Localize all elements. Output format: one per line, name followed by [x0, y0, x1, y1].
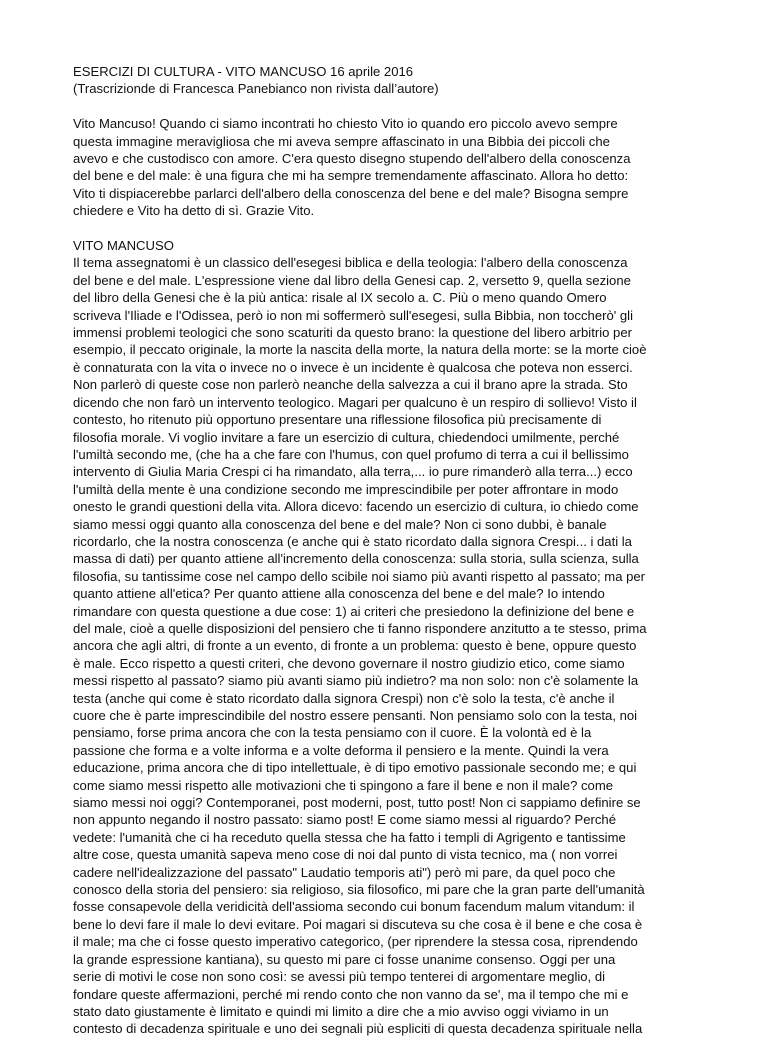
text-line: fondare queste affermazioni, perché mi rendo conto che non vanno da se', ma il tempo che mi e: [73, 986, 629, 1002]
text-line: vedete: l'umanità che ci ha receduto quella stessa che ha fatto i templi di Agrigento e tantissime: [73, 829, 626, 845]
speech-paragraph: [73, 254, 699, 1037]
text-line: la grande espressione kantiana), su questo mi pare ci fosse unanime consenso. Oggi per una: [73, 951, 616, 967]
text-line: non appunto negando il nostro passato: siamo post! E come siamo messi al riguardo? Perché: [73, 812, 616, 828]
text-line: ancora che agli altri, di fronte a un evento, di fronte a un problema: questo è bene, oppure questo: [73, 638, 637, 654]
text-line: è connaturata con la vita o invece no o invece è un incidente è qualcosa che poteva non esserci.: [73, 359, 633, 375]
text-line: del male, cioè a quelle disposizioni del pensiero che ti fanno rispondere anzitutto a te stesso, prima: [73, 620, 647, 636]
paragraph-gap: [73, 220, 699, 237]
text-line: stato dato giustamente è limitato e quindi mi limito a dire che a mio avviso oggi viviamo in un: [73, 1003, 609, 1019]
text-line: filosofia, su tantissime cose nel campo dello scibile noi siamo più avanti rispetto al passato; ma per: [73, 568, 646, 584]
document-subtitle: (Trascrizionde di Francesca Panebianco non rivista dall’autore): [73, 81, 439, 97]
text-line: conosco della storia del pensiero: sia religioso, sia filosofico, mi pare che la gran parte dell'umanità: [73, 882, 645, 898]
document-header: [73, 63, 699, 98]
text-line: educazione, prima ancora che di tipo intellettuale, è di tipo emotivo passionale secondo me; e qui: [73, 760, 637, 776]
text-line: bene lo devi fare il male lo devi evitare. Poi magari si discuteva su che cosa è il bene e che cosa è: [73, 916, 643, 932]
text-line: l'umiltà della mente è una condizione secondo me imprescindibile per poter affrontare in modo: [73, 481, 619, 497]
text-line: come siamo messi rispetto alle motivazioni che ti spingono a fare il bene e non il male? come: [73, 777, 614, 793]
text-line: serie di motivi le cose non sono così: se avessi più tempo tenterei di argomentare meglio, di: [73, 969, 606, 985]
intro-paragraph: [73, 115, 699, 219]
text-line: del libro della Genesi che è la più antica: risale al IX secolo a. C. Più o meno quando Omero: [73, 290, 607, 306]
text-line: ricordarlo, che la nostra conoscenza (e anche qui è stato ricordato dalla signora Crespi... i dati la: [73, 533, 632, 549]
text-line: contesto di decadenza spirituale e uno dei segnali più espliciti di questa decadenza spirituale nella: [73, 1021, 643, 1037]
text-line: massa di dati) per quanto attiene all'incremento della conoscenza: sulla storia, sulla scienza, sulla: [73, 551, 639, 567]
text-line: testa (anche qui come è stato ricordato dalla signora Crespi) non c'è solo la testa, c'è anche il: [73, 690, 615, 706]
text-line: l'umiltà secondo me, (che ha a che fare con l'humus, con quel profumo di terra a cui il bellissimo: [73, 446, 629, 462]
speaker-section: [73, 237, 699, 254]
text-line: siamo messi noi oggi? Contemporanei, post moderni, post, tutto post! Non ci sappiamo definire se: [73, 795, 641, 811]
text-line: il male; ma che ci fosse questo imperativo categorico, (per riprendere la stessa cosa, riprendendo: [73, 934, 638, 950]
text-line: scriveva l'Iliade e l'Odissea, però io non mi soffermerò sull'esegesi, sulla Bibbia, non toccherò' gli: [73, 307, 633, 323]
text-line: fosse consapevole della veridicità dell'assioma secondo cui bonum facendum malum vitandum: il: [73, 899, 635, 915]
text-line: contesto, ho ritenuto più opportuno presentare una riflessione filosofica più precisamente di: [73, 412, 602, 428]
text-line: Vito ti dispiacerebbe parlarci dell'albero della conoscenza del bene e del male? Bisogna sempre: [73, 185, 629, 201]
text-line: onesto le grandi questioni della vita. Allora dicevo: facendo un esercizio di cultura, io chiedo come: [73, 499, 639, 515]
text-line: quanto attiene all'etica? Per quanto attiene alla conoscenza del bene e del male? Io intendo: [73, 586, 605, 602]
paragraph-gap: [73, 98, 699, 115]
text-line: chiedere e Vito ha detto di sì. Grazie Vito.: [73, 203, 315, 219]
text-line: pensiamo, forse prima ancora che con la testa pensiamo con il cuore. È la volontà ed è la: [73, 725, 592, 741]
text-line: passione che forma e a volte informa e a volte deforma il pensiero e la mente. Quindi la vera: [73, 742, 609, 758]
speaker-name: VITO MANCUSO: [73, 238, 174, 254]
text-line: cadere nell'idealizzazione del passato" Laudatio temporis ati") però mi pare, da quel poco che: [73, 864, 616, 880]
text-line: esempio, il peccato originale, la morte la nascita della morte, la natura della morte: se la morte cioè: [73, 342, 647, 358]
text-line: Il tema assegnatomi è un classico dell'esegesi biblica e della teologia: l'albero della conoscenza: [73, 255, 628, 271]
text-line: dicendo che non farò un intervento teologico. Magari per qualcuno è un respiro di sollievo! Visto il: [73, 394, 637, 410]
text-line: siamo messi oggi quanto alla conoscenza del bene e del male? Non ci sono dubbi, è banale: [73, 516, 607, 532]
text-line: filosofia morale. Vi voglio invitare a fare un esercizio di cultura, chiedendoci umilmente, perché: [73, 429, 620, 445]
text-line: Non parlerò di queste cose non parlerò neanche della salvezza a cui il brano apre la strada. Sto: [73, 377, 628, 393]
text-line: rimandare con questa questione a due cose: 1) ai criteri che presiedono la definizione del bene e: [73, 603, 635, 619]
text-line: avevo e che custodisco con amore. C'era questo disegno stupendo dell'albero della conoscenza: [73, 151, 631, 167]
text-line: intervento di Giulia Maria Crespi ci ha rimandato, alla terra,... io pure rimanderò alla terra...) ecco: [73, 464, 633, 480]
text-line: del bene e del male: è una figura che mi ha sempre tremendamente affascinato. Allora ho detto:: [73, 168, 629, 184]
document-page: [73, 63, 699, 1038]
text-line: è male. Ecco rispetto a questi criteri, che devono governare il nostro giudizio etico, come siamo: [73, 655, 625, 671]
text-line: del bene e del male. L'espressione viene dal libro della Genesi cap. 2, versetto 9, quella sezione: [73, 272, 631, 288]
text-line: Vito Mancuso! Quando ci siamo incontrati ho chiesto Vito io quando ero piccolo avevo sempre: [73, 116, 618, 132]
text-line: altre cose, questa umanità sapeva meno cose di noi dal punto di vista tecnico, ma ( non vorrei: [73, 847, 618, 863]
text-line: messi rispetto al passato? siamo più avanti siamo più indietro? ma non solo: non c'è solamente la: [73, 673, 639, 689]
text-line: questa immagine meravigliosa che mi aveva sempre affascinato in una Bibbia dei piccoli che: [73, 133, 610, 149]
document-title: ESERCIZI DI CULTURA - VITO MANCUSO 16 aprile 2016: [73, 64, 414, 79]
text-line: immensi problemi teologici che sono scaturiti da questo brano: la questione del libero arbitrio per: [73, 325, 632, 341]
text-line: cuore che è parte imprescindibile del nostro essere pensanti. Non pensiamo solo con la testa, noi: [73, 708, 638, 723]
